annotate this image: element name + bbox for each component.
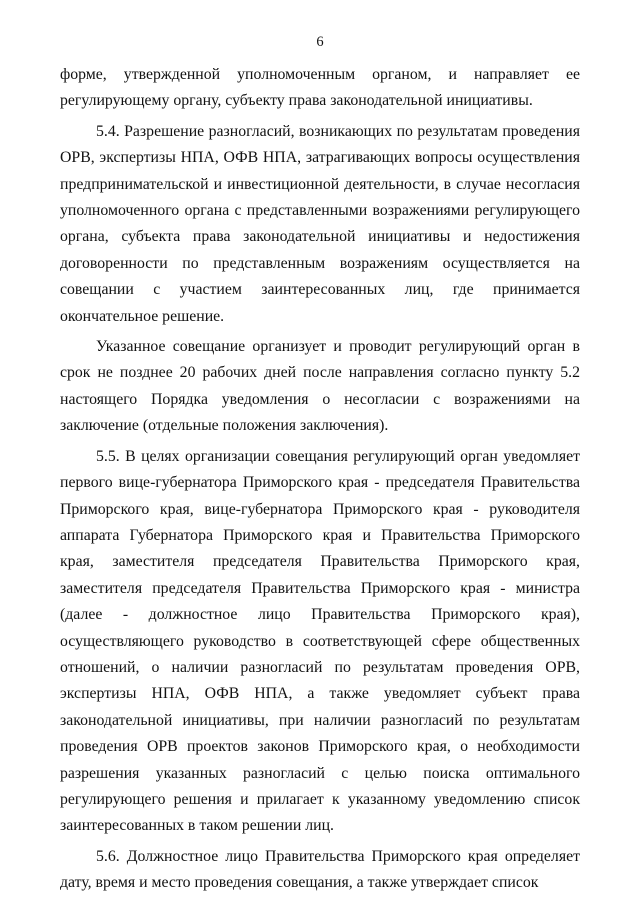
paragraph-5-4: 5.4. Разрешение разногласий, возникающих по результатам проведения ОРВ, экспертизы НПА, ОФВ НПА, затрагивающих вопросы осуществления предпринимательской и инвестиционной деятельности, в случае несогласия уполномоченного органа с представленными возражениями регулирующего органа, субъекта права законодательной инициативы и недостижения договоренности по представленным возражениям осуществляется на совещании с участием заинтересованных лиц, где принимается окончательное решение. [60,122,580,325]
paragraph-5-6: 5.6. Должностное лицо Правительства Приморского края определяет дату, время и место проведения совещания, а также утверждает список [60,847,580,892]
paragraph-meeting-organization: Указанное совещание организует и проводит регулирующий орган в срок не позднее 20 рабочих дней после направления согласно пункту 5.2 настоящего Порядка уведомления о несогласии с возражениями на заключение (отдельные положения заключения). [60,338,580,435]
document-body [60,62,580,901]
page-number: 6 [316,34,324,50]
paragraph-continuation: форме, утвержденной уполномоченным органом, и направляет ее регулирующему органу, субъекту права законодательной инициативы. [60,66,580,110]
paragraph-5-5: 5.5. В целях организации совещания регулирующий орган уведомляет первого вице-губернатора Приморского края - председателя Правительства Приморского края, вице-губернатора Приморского края - руководителя аппарата Губернатора Приморского края и Правительства Приморского края, заместителя председателя Правительства Приморского края, заместителя председателя Правительства Приморского края - министра (далее - должностное лицо Правительства Приморского края), осуществляющего руководство в соответствующей сфере общественных отношений, о наличии разногласий по результатам проведения ОРВ, экспертизы НПА, ОФВ НПА, а также уведомляет субъект права законодательной инициативы, при наличии разногласий по результатам проведения ОРВ проектов законов Приморского края, о необходимости разрешения указанных разногласий с целью поиска оптимального регулирующего решения и прилагает к указанному уведомлению список заинтересованных в таком решении лиц. [60,447,580,835]
